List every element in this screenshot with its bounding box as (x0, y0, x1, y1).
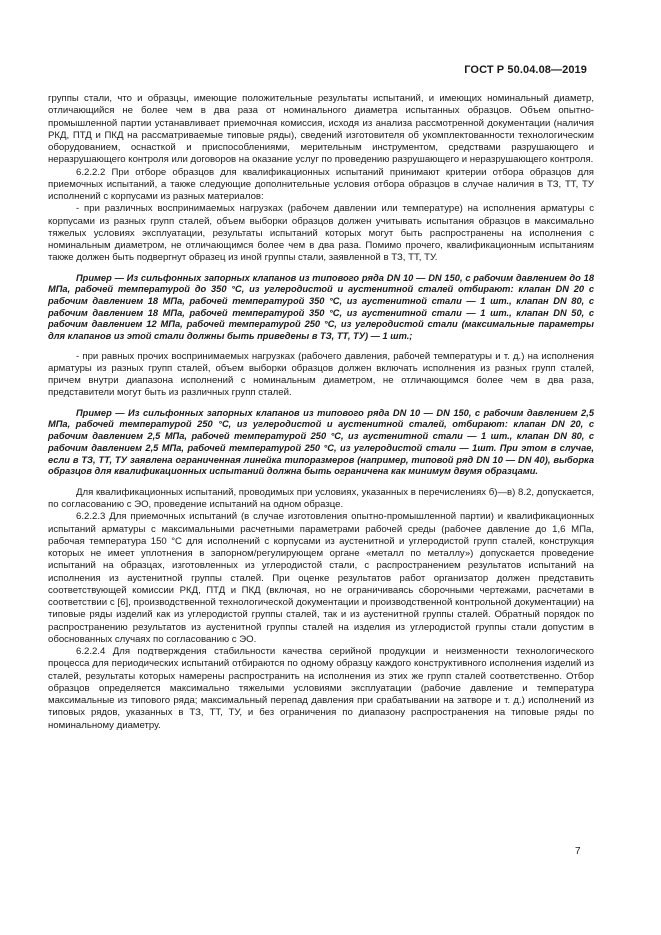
paragraph-6-2-2-2: 6.2.2.2 При отборе образцов для квалификационных испытаний принимают критерии отбора образцов для приемочных испытаний, а также следующие дополнительные условия отбора образцов в случае наличия в ТЗ, ТТ, ТУ исполнений с корпусами из разных материалов: (48, 166, 594, 202)
document-id-header: ГОСТ Р 50.04.08—2019 (464, 64, 587, 76)
list-item-equal-loads: - при равных прочих воспринимаемых нагрузках (рабочего давления, рабочей температуры и т. д.) на исполнения арматуры из разных групп сталей, объем выборки образцов должен включать исполнения из разных групп сталей, причем внутри диапазона исполнений с номинальным диаметром, не отличающимся более чем в два раза, представители могут быть из различных групп сталей. (48, 350, 594, 399)
list-item-different-loads: - при различных воспринимаемых нагрузках (рабочем давлении или температуре) на исполнения арматуры с корпусами из разных групп сталей, объем выборки образцов должен учитывать испытания образцов в максимально тяжелых условиях эксплуатации, результаты испытаний которых могут быть распространены на исполнения с номинальным диаметром, не отличающимся более чем в два раза. Помимо прочего, квалификационным испытаниям также должен быть подвергнут образец из иной группы стали, заявленной в ТЗ, ТТ, ТУ. (48, 203, 594, 264)
example-block-2: Пример — Из сильфонных запорных клапанов из типового ряда DN 10 — DN 150, с рабочим давлением 2,5 МПа, рабочей температурой 250 °С, из углеродистой и аустенитной сталей, отбирают: клапан DN 20, с рабочим давлением 2,5 МПа, рабочей температурой 250 °С, из аустенитной стали — 1 шт., клапан DN 80, с рабочим давлением 2,5 МПа, рабочей температурой 250 °С, из углеродистой стали — 1шт. При этом в случае, если в ТЗ, ТТ, ТУ заявлена ограниченная линейка типоразмеров (например, типовой ряд DN 10 — DN 40), выборка образцов для квалификационных испытаний должна быть ограничена как минимум двумя образцами. (48, 407, 594, 477)
document-body (48, 93, 594, 732)
paragraph-continuation: группы стали, что и образцы, имеющие положительные результаты испытаний, и имеющих номинальный диаметр, отличающийся не более чем в два раза от номинального диаметра испытанных образцов. Объем опытно-промышленной партии устанавливает приемочная комиссия, исходя из анализа рассмотренной документации (наличия РКД, ПТД и ПКД на рассматриваемые типовые ряды), сведений изготовителя об укомплектованности технологическим оборудованием, оснасткой и приспособлениями, мерительным инструментом, средствами разрушающего и неразрушающего контроля или договоров на оказание услуг по проведению разрушающего и неразрушающего контроля. (48, 93, 594, 166)
example-block-1: Пример — Из сильфонных запорных клапанов из типового ряда DN 10 — DN 150, с рабочим давлением до 18 МПа, рабочей температурой до 350 °С, из углеродистой и аустенитной сталей отбирают: клапан DN 20 с рабочим давлением 18 МПа, рабочей температурой 350 °С, из аустенитной стали — 1 шт., клапан DN 80, с рабочим давлением 18 МПа, рабочей температурой 350 °С, из аустенитной стали — 1 шт., клапан DN 50, с рабочим давлением 12 МПа, рабочей температурой 250 °С, из углеродистой стали (максимальные параметры для клапанов из этой стали должны быть приведены в ТЗ, ТТ, ТУ) — 1 шт.; (48, 272, 594, 342)
paragraph-6-2-2-3: 6.2.2.3 Для приемочных испытаний (в случае изготовления опытно-промышленной партии) и квалификационных испытаний арматуры с максимальными расчетными параметрами рабочей среды (рабочее давление до 1,6 МПа, рабочая температура 150 °С для исполнений с корпусами из аустенитной и углеродистой групп сталей, конструкция которых не имеет уплотнения в запорном/регулирующем органе «металл по металлу») допускается проведение испытаний на образцах, изготовленных из углеродистой стали, с распространением результатов испытаний на исполнения из аустенитной группы сталей. При оценке результатов работ организатор должен представить соответствующей комиссии РКД, ПТД и ПКД (включая, но не ограничиваясь сборочными чертежами, расчетами в соответствии с [6], производственной технологической документации и производственной контрольной документации) на типовые ряды изделий как из углеродистой группы сталей, так и из аустенитной группы сталей. Обратный порядок по распространению результатов из аустенитной группы сталей на изделия из углеродистой группы стали допустим в обоснованных случаях по согласованию с ЭО. (48, 511, 594, 645)
page-number: 7 (575, 846, 581, 857)
paragraph-single-sample: Для квалификационных испытаний, проводимых при условиях, указанных в перечислениях б)—в) 8.2, допускается, по согласованию с ЭО, проведение испытаний на одном образце. (48, 486, 594, 511)
paragraph-6-2-2-4: 6.2.2.4 Для подтверждения стабильности качества серийной продукции и неизменности технологического процесса для периодических испытаний отбираются по одному образцу каждого конструктивного исполнения изделий из сталей, результаты которых намерены распространить на исполнения из этих же групп сталей соответственно. Отбор образцов определяется максимально тяжелыми условиями эксплуатации (рабочие давление и температура максимальные из типового ряда; максимальный перепад давления при срабатывании на затворе и т. д.) исполнений из типовых рядов, указанных в ТЗ, ТТ, ТУ, и без ограничения по диапазону распространения на типовые ряды по номинальному диаметру. (48, 646, 594, 731)
